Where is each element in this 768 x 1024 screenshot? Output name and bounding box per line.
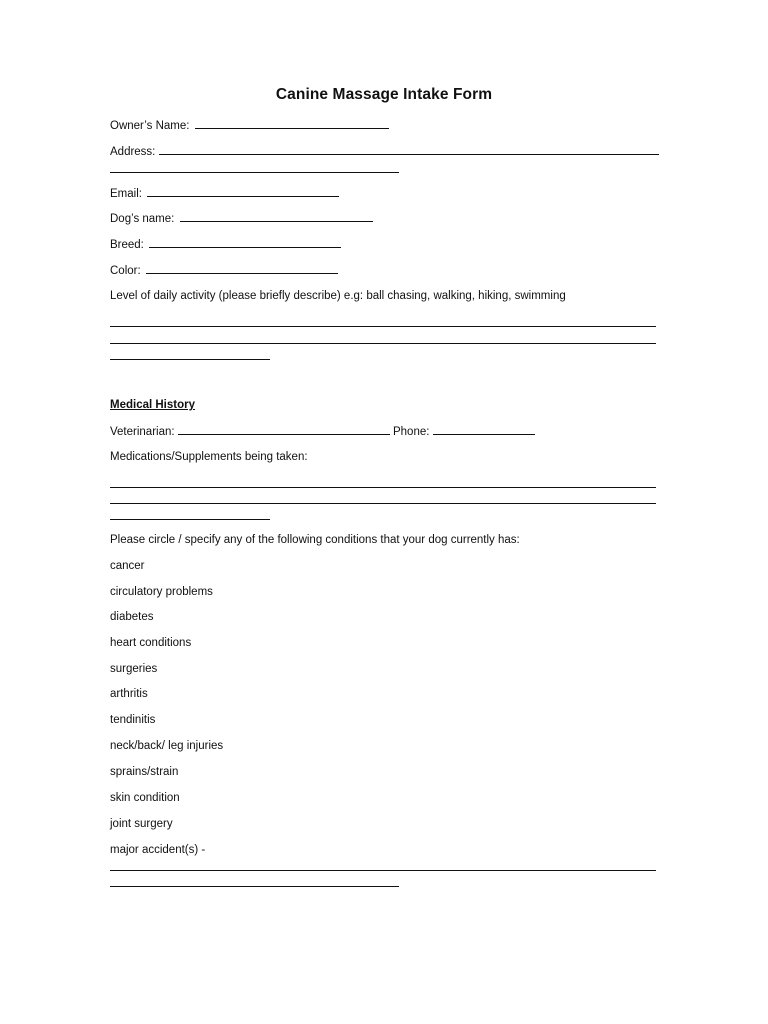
major-accidents-field-line-2[interactable] <box>110 886 399 887</box>
address-field[interactable] <box>159 144 659 155</box>
veterinarian-label: Veterinarian: <box>110 426 175 438</box>
veterinarian-row <box>110 424 535 440</box>
condition-item-cancer[interactable]: cancer <box>110 560 145 572</box>
medications-field-line-2[interactable] <box>110 503 656 504</box>
condition-item-arthritis[interactable]: arthritis <box>110 688 148 700</box>
phone-field[interactable] <box>433 424 535 435</box>
condition-item-major-accidents[interactable]: major accident(s) - <box>110 844 206 856</box>
condition-item-surgeries[interactable]: surgeries <box>110 663 158 675</box>
major-accidents-field-line-1[interactable] <box>110 870 656 871</box>
dog-name-field[interactable] <box>180 211 373 222</box>
condition-item-skin-condition[interactable]: skin condition <box>110 792 180 804</box>
activity-field-line-1[interactable] <box>110 326 656 327</box>
dog-name-row <box>110 211 373 227</box>
activity-field-line-2[interactable] <box>110 343 656 344</box>
address-label: Address: <box>110 146 156 158</box>
owner-name-label: Owner’s Name: <box>110 120 190 132</box>
condition-item-tendinitis[interactable]: tendinitis <box>110 714 156 726</box>
dog-name-label: Dog’s name: <box>110 213 175 225</box>
condition-item-heart-conditions[interactable]: heart conditions <box>110 637 192 649</box>
phone-label: Phone: <box>392 426 430 438</box>
breed-row <box>110 237 341 253</box>
activity-label: Level of daily activity (please briefly describe) e.g: ball chasing, walking, hiking, swimming <box>110 290 566 302</box>
veterinarian-field[interactable] <box>178 424 390 435</box>
breed-label: Breed: <box>110 239 144 251</box>
email-row <box>110 186 339 202</box>
color-field[interactable] <box>146 263 338 274</box>
medications-field-line-1[interactable] <box>110 487 656 488</box>
activity-field-line-3[interactable] <box>110 359 270 360</box>
owner-name-row <box>110 118 389 134</box>
color-label: Color: <box>110 265 141 277</box>
condition-item-circulatory-problems[interactable]: circulatory problems <box>110 586 213 598</box>
form-title: Canine Massage Intake Form <box>275 86 493 103</box>
breed-field[interactable] <box>149 237 341 248</box>
address-field-continuation[interactable] <box>110 172 399 173</box>
email-field[interactable] <box>147 186 339 197</box>
medications-label: Medications/Supplements being taken: <box>110 451 308 463</box>
owner-name-field[interactable] <box>195 118 389 129</box>
conditions-intro: Please circle / specify any of the following conditions that your dog currently has: <box>110 534 520 546</box>
address-row <box>110 144 659 160</box>
condition-item-joint-surgery[interactable]: joint surgery <box>110 818 173 830</box>
medications-field-line-3[interactable] <box>110 519 270 520</box>
color-row <box>110 263 338 279</box>
medical-history-heading: Medical History <box>110 399 195 411</box>
condition-item-sprains-strain[interactable]: sprains/strain <box>110 766 179 778</box>
email-label: Email: <box>110 188 142 200</box>
condition-item-diabetes[interactable]: diabetes <box>110 611 154 623</box>
condition-item-neck-back-leg-injuries[interactable]: neck/back/ leg injuries <box>110 740 224 752</box>
